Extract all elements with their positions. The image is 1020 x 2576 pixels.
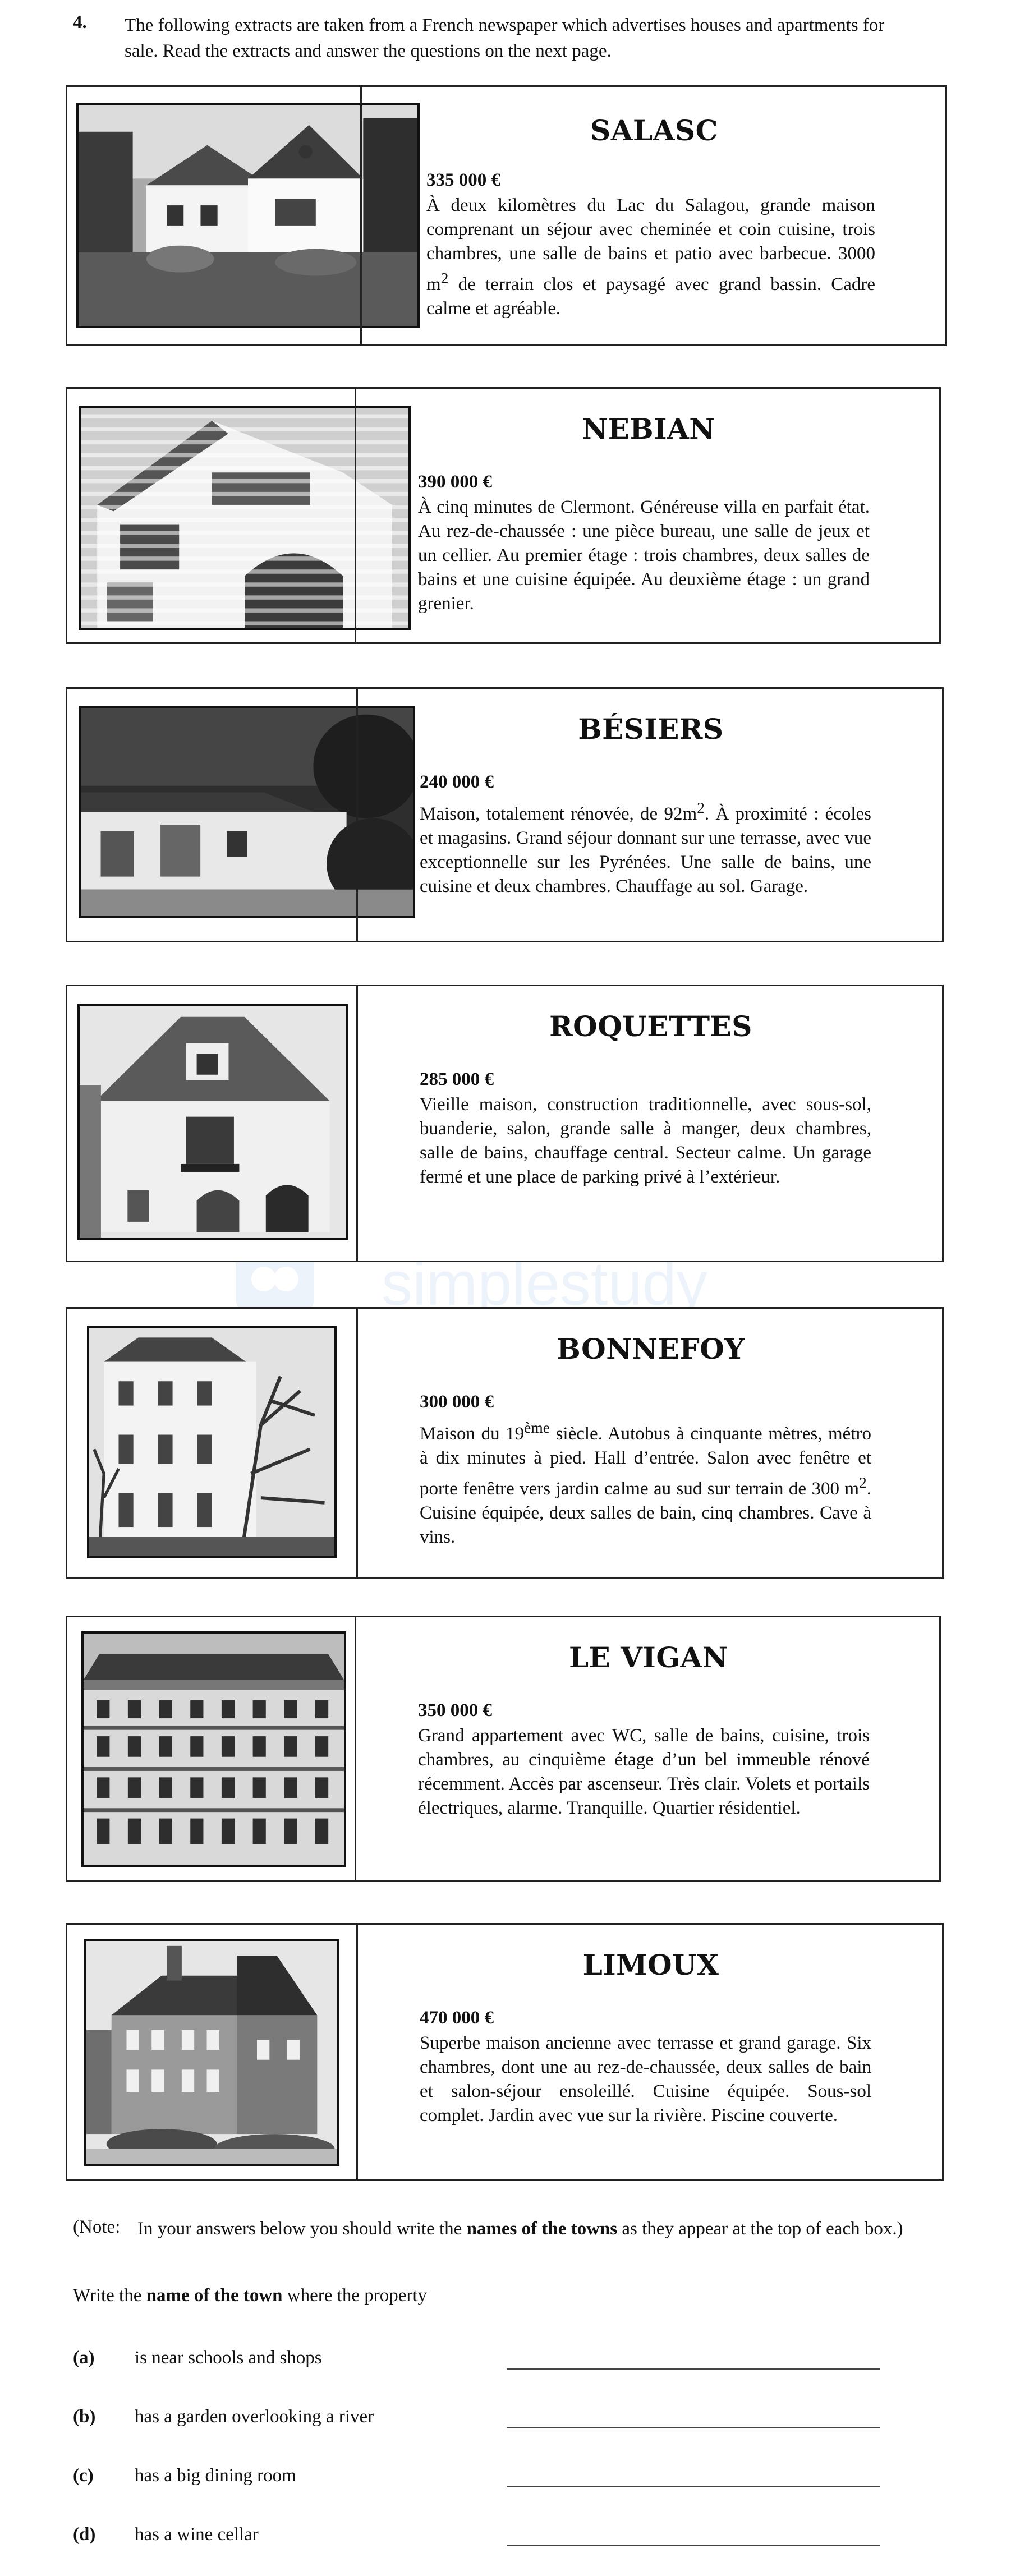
answer-line-c[interactable] — [507, 2486, 880, 2487]
question-number: 4. — [73, 12, 87, 33]
town-name: SALASC — [590, 114, 718, 147]
price: 285 000 € — [420, 1069, 494, 1089]
question-text: has a big dining room — [135, 2465, 296, 2486]
answer-line-b[interactable] — [507, 2427, 880, 2428]
question-text: is near schools and shops — [135, 2348, 322, 2368]
question-text: has a garden overlooking a river — [135, 2407, 374, 2427]
ad-box-salasc — [66, 85, 947, 346]
price: 350 000 € — [418, 1700, 492, 1721]
note-label: (Note: — [73, 2217, 121, 2237]
ad-description: À cinq minutes de Clermont. Généreuse villa en parfait état. Au rez-de-chaussée : une pièce bureau, une salle de jeux et un cellier. Au premier étage : trois chambres, deux salles de bains et une cuisine équipée. Au deuxième étage : un grand grenier. — [418, 497, 870, 614]
price: 470 000 € — [420, 2008, 494, 2028]
town-name: BÉSIERS — [578, 712, 724, 746]
ad-description: À deux kilomètres du Lac du Salagou, grande maison comprenant un séjour avec cheminée et coin cuisine, trois chambres, une salle de bains et patio avec barbecue. 3000 $m^2$ de terrain clos et paysagé avec grand bassin. Cadre calme et agréable. — [426, 195, 875, 319]
question-letter: (d) — [73, 2524, 96, 2545]
ad-description: Maison du 19ème siècle. Autobus à cinquante mètres, métro à dix minutes à pied. Hall d’entrée. Salon avec fenêtre et porte fenêtre vers jardin calme au sud sur terrain de 300 $m^2$. Cuisine équipée, deux salles de bain, cinq chambres. Cave à vins. — [420, 1419, 871, 1547]
question-intro: The following extracts are taken from a French newspaper which advertises houses and apartments for sale. Read the extracts and answer the questions on the next page. — [125, 15, 885, 61]
ad-description: Vieille maison, construction traditionnelle, avec sous-sol, buanderie, salon, grande salle à manger, deux chambres, salle de bains, chauffage central. Secteur calme. Un garage fermé et une place de parking privé à l’extérieur. — [420, 1094, 871, 1187]
price: 300 000 € — [420, 1392, 494, 1412]
ad-description: Grand appartement avec WC, salle de bains, cuisine, trois chambres, au cinquième étage d’un bel immeuble rénové récemment. Accès par ascenseur. Très clair. Volets et portails électriques, alarme. Tranquille. Quartier résidentiel. — [418, 1726, 870, 1818]
question-letter: (c) — [73, 2465, 94, 2486]
photo-house-roquettes — [77, 1004, 348, 1240]
question-letter: (b) — [73, 2407, 96, 2427]
photo-house-bonnefoy — [87, 1326, 337, 1558]
ad-box-le-vigan — [66, 1616, 941, 1882]
ad-box-limoux — [66, 1923, 944, 2181]
price: 390 000 € — [418, 472, 492, 492]
photo-house-limoux — [84, 1939, 339, 2166]
town-name: LIMOUX — [582, 1948, 719, 1981]
instruction: Write the name of the town where the property — [73, 2285, 428, 2306]
town-name: LE VIGAN — [568, 1641, 729, 1674]
price: 240 000 € — [420, 772, 494, 792]
ad-box-nebian — [66, 387, 941, 644]
note-text: In your answers below you should write the names of the towns as they appear at the top of each box.) — [137, 2219, 903, 2239]
town-name: BONNEFOY — [557, 1332, 745, 1365]
question-text: has a wine cellar — [135, 2524, 259, 2545]
ad-box-bonnefoy — [66, 1307, 944, 1579]
ad-box-besiers — [66, 687, 944, 942]
answer-line-d[interactable] — [507, 2545, 880, 2546]
ad-description: Maison, totalement rénovée, de $92m^2$. À proximité : écoles et magasins. Grand séjour donnant sur une terrasse, avec vue exceptionnelle sur les Pyrénées. Une salle de bains, une cuisine et deux chambres. Chauffage au sol. Garage. — [420, 799, 872, 896]
ad-description: Superbe maison ancienne avec terrasse et grand garage. Six chambres, dont une au rez-de-chaussée, deux salles de bain et salon-séjour ensoleillé. Cuisine équipée. Sous-sol complet. Jardin avec vue sur la rivière. Piscine couverte. — [420, 2033, 871, 2126]
question-letter: (a) — [73, 2348, 95, 2368]
town-name: NEBIAN — [582, 412, 715, 445]
price: 335 000 € — [426, 170, 500, 190]
watermark-text: simplestudy — [382, 1249, 707, 1318]
answer-line-a[interactable] — [507, 2368, 880, 2370]
photo-building-le-vigan — [81, 1631, 346, 1867]
town-name: ROQUETTES — [549, 1010, 752, 1043]
ad-box-roquettes — [66, 985, 944, 1262]
